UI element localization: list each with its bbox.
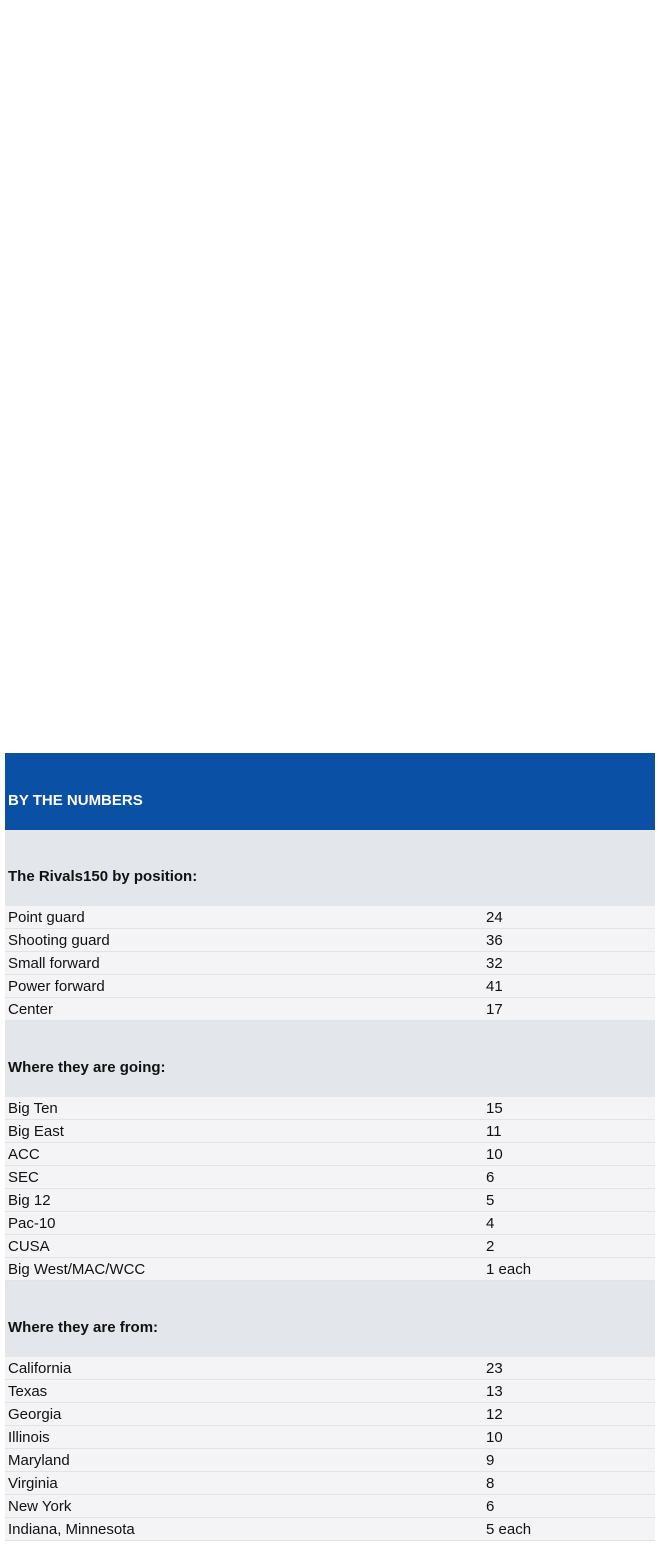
- row-label: New York: [8, 1497, 72, 1515]
- row-label: Virginia: [8, 1474, 58, 1492]
- row-value: 4: [486, 1214, 495, 1232]
- row-label: Big East: [8, 1122, 64, 1140]
- row-value: 6: [486, 1497, 495, 1515]
- row-label: California: [8, 1359, 72, 1377]
- row-label: ACC: [8, 1145, 40, 1163]
- section-title: [5, 1021, 655, 1097]
- table-row: [5, 952, 655, 975]
- table-row: [5, 1403, 655, 1426]
- row-value: 8: [486, 1474, 495, 1492]
- row-value: 24: [486, 908, 503, 926]
- section-position: [5, 830, 655, 1021]
- table-row: [5, 1258, 655, 1281]
- row-value: 2: [486, 1237, 495, 1255]
- row-label: Power forward: [8, 977, 105, 995]
- by-the-numbers-panel: [5, 753, 655, 1541]
- row-value: 36: [486, 931, 503, 949]
- row-label: Indiana, Minnesota: [8, 1520, 135, 1538]
- section-title: [5, 830, 655, 906]
- row-value: 32: [486, 954, 503, 972]
- table-row: [5, 975, 655, 998]
- table-row: [5, 1235, 655, 1258]
- panel-header: [5, 753, 655, 830]
- row-label: Center: [8, 1000, 54, 1018]
- row-label: CUSA: [8, 1237, 50, 1255]
- section-title-text: The Rivals150 by position:: [8, 868, 198, 885]
- table-row: [5, 1449, 655, 1472]
- row-label: Small forward: [8, 954, 100, 972]
- row-label: Point guard: [8, 908, 85, 926]
- row-value: 23: [486, 1359, 503, 1377]
- row-label: Big West/MAC/WCC: [8, 1260, 146, 1278]
- table-row: [5, 1166, 655, 1189]
- table-row: [5, 998, 655, 1021]
- row-value: 10: [486, 1428, 503, 1446]
- section-destination: [5, 1021, 655, 1281]
- table-row: [5, 1189, 655, 1212]
- row-value: 10: [486, 1145, 503, 1163]
- table-row: [5, 929, 655, 952]
- row-value: 9: [486, 1451, 495, 1469]
- row-label: Big Ten: [8, 1099, 58, 1117]
- table-row: [5, 1495, 655, 1518]
- row-value: 15: [486, 1099, 503, 1117]
- row-value: 41: [486, 977, 503, 995]
- row-value: 1 each: [486, 1260, 532, 1278]
- table-row: [5, 1357, 655, 1380]
- table-row: [5, 1518, 655, 1541]
- table-row: [5, 1143, 655, 1166]
- row-value: 5: [486, 1191, 495, 1209]
- row-value: 11: [486, 1122, 502, 1140]
- table-row: [5, 1380, 655, 1403]
- row-label: SEC: [8, 1168, 39, 1186]
- table-row: [5, 906, 655, 929]
- row-value: 12: [486, 1405, 503, 1423]
- row-label: Georgia: [8, 1405, 62, 1423]
- row-label: Shooting guard: [8, 931, 110, 949]
- section-title-text: Where they are going:: [8, 1059, 166, 1076]
- panel-title: BY THE NUMBERS: [8, 792, 143, 809]
- row-label: Illinois: [8, 1428, 50, 1446]
- row-value: 17: [486, 1000, 503, 1018]
- section-title: [5, 1281, 655, 1357]
- row-value: 5 each: [486, 1520, 532, 1538]
- row-value: 6: [486, 1168, 495, 1186]
- section-title-text: Where they are from:: [8, 1319, 159, 1336]
- table-row: [5, 1472, 655, 1495]
- row-value: 13: [486, 1382, 503, 1400]
- section-origin: [5, 1281, 655, 1541]
- row-label: Pac-10: [8, 1214, 56, 1232]
- table-row: [5, 1120, 655, 1143]
- blank-area: [0, 0, 660, 753]
- table-row: [5, 1097, 655, 1120]
- table-row: [5, 1426, 655, 1449]
- table-row: [5, 1212, 655, 1235]
- row-label: Maryland: [8, 1451, 70, 1469]
- row-label: Texas: [8, 1382, 48, 1400]
- row-label: Big 12: [8, 1191, 51, 1209]
